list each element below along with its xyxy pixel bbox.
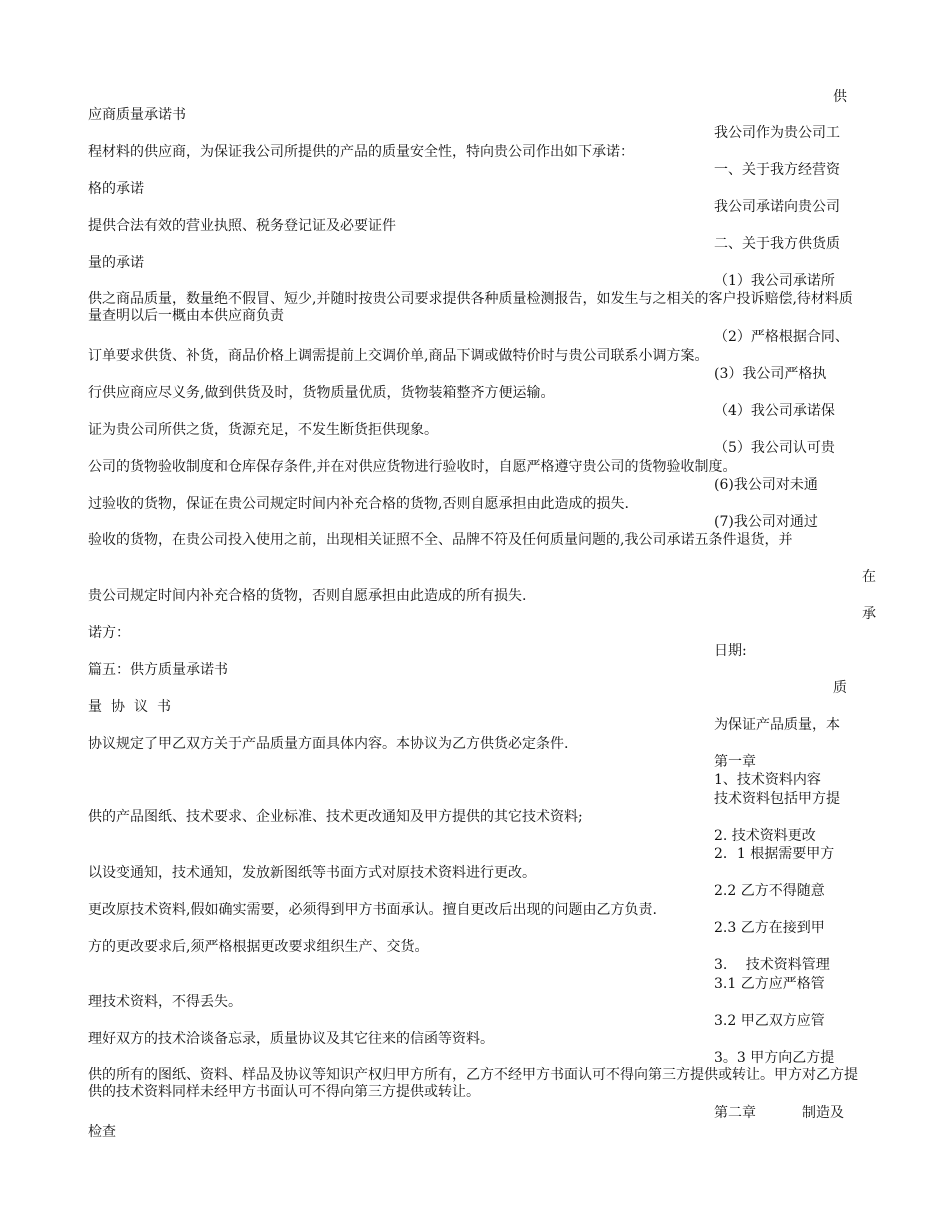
list-item: （5）我公司认可贵: [714, 440, 835, 456]
text-line: 程材料的供应商，为保证我公司所提供的产品的质量安全性，特向贵公司作出如下承诺：: [88, 144, 634, 160]
text-line: 我公司承诺向贵公司: [714, 199, 840, 215]
text-line: 诺方：: [88, 625, 130, 641]
text-line: 3.1 乙方应严格管: [714, 976, 825, 992]
section-heading: 1、技术资料内容: [714, 772, 821, 788]
text-line: 理好双方的技术洽谈备忘录，质量协议及其它往来的信函等资料。: [88, 1031, 494, 1047]
list-item: （2）严格根据合同、: [714, 329, 849, 345]
text-line: 在: [862, 569, 876, 585]
list-item: （4）我公司承诺保: [714, 403, 835, 419]
text-line: 我公司作为贵公司工: [714, 125, 840, 141]
text-line: 更改原技术资料,假如确实需要，必须得到甲方书面承认。擅自更改后出现的问题由乙方负责.: [88, 902, 657, 918]
text-line: 供的产品图纸、技术要求、企业标准、技术更改通知及甲方提供的其它技术资料;: [88, 809, 583, 825]
text-line: 量的承诺: [88, 255, 144, 271]
text-line: 订单要求供货、补货，商品价格上调需提前上交调价单,商品下调或做特价时与贵公司联系小调方案。: [88, 348, 709, 364]
text-line: 技术资料包括甲方提: [714, 791, 840, 807]
text-paragraph: 供之商品质量，数量绝不假冒、短少,并随时按贵公司要求提供各种质量检测报告，如发生与之相关的客户投诉赔偿,待材料质量查明以后一概由本供应商负责: [88, 291, 853, 324]
text-line: 提供合法有效的营业执照、税务登记证及必要证件: [88, 218, 396, 234]
list-item: (7)我公司对通过: [714, 514, 818, 530]
text-line: 协议规定了甲乙双方关于产品质量方面具体内容。本协议为乙方供货必定条件.: [88, 736, 569, 752]
section-heading: 二、关于我方供货质: [714, 236, 840, 252]
text-line: 质: [833, 680, 847, 696]
date-label: 日期:: [714, 643, 747, 659]
document-title: 应商质量承诺书: [88, 107, 186, 123]
chapter-heading: 第一章: [714, 754, 756, 770]
chapter-title: 制造及: [802, 1105, 844, 1121]
list-item: (6)我公司对未通: [714, 477, 818, 493]
text-line: 2.2 乙方不得随意: [714, 883, 825, 899]
section-heading: 2. 技术资料更改: [714, 828, 816, 844]
list-item: （1）我公司承诺所: [714, 273, 835, 289]
text-paragraph: 供的所有的图纸、资料、样品及协议等知识产权归甲方所有，乙方不经甲方书面认可不得向第三方提供或转让。甲方对乙方提供的技术资料同样未经甲方书面认可不得向第三方提供或转让。: [88, 1067, 858, 1100]
text-line: 贵公司规定时间内补充合格的货物，否则自愿承担由此造成的所有损失.: [88, 588, 527, 604]
text-line: 公司的货物验收制度和仓库保存条件,并在对供应货物进行验收时，自愿严格遵守贵公司的货物验收制度。: [88, 459, 737, 475]
text-line: 行供应商应尽义务,做到供货及时，货物质量优质，货物装箱整齐方便运输。: [88, 385, 555, 401]
section-heading: 3. 技术资料管理: [714, 957, 830, 973]
text-line: 检查: [88, 1124, 116, 1140]
text-line: 为保证产品质量，本: [714, 717, 840, 733]
text-line: 方的更改要求后,须严格根据更改要求组织生产、交货。: [88, 939, 429, 955]
section-heading: 篇五：供方质量承诺书: [88, 662, 228, 678]
text-line: 理技术资料，不得丢失。: [88, 994, 242, 1010]
text-line: 以设变通知，技术通知，发放新图纸等书面方式对原技术资料进行更改。: [88, 865, 536, 881]
chapter-heading: [714, 1104, 844, 1122]
section-heading: 一、关于我方经营资: [714, 162, 840, 178]
chapter-number: 第二章: [714, 1105, 756, 1121]
text-line: 格的承诺: [88, 181, 144, 197]
text-paragraph: 验收的货物，在贵公司投入使用之前，出现相关证照不全、品牌不符及任何质量问题的,我公司承诺五条件退货，并: [88, 532, 793, 548]
list-item: (3）我公司严格执: [714, 366, 827, 382]
text-line: 3。3 甲方向乙方提: [714, 1050, 835, 1066]
text-line: 2．1 根据需要甲方: [714, 846, 835, 862]
text-line: 承: [862, 606, 876, 622]
text-line: 2.3 乙方在接到甲: [714, 920, 825, 936]
text-line: 3.2 甲乙双方应管: [714, 1013, 825, 1029]
document-subtitle: 量协议书: [88, 699, 180, 715]
text-line: 过验收的货物，保证在贵公司规定时间内补充合格的货物,否则自愿承担由此造成的损失.: [88, 496, 629, 512]
text-line: 证为贵公司所供之货，货源充足，不发生断货拒供现象。: [88, 422, 438, 438]
text-line: 供: [833, 89, 847, 105]
